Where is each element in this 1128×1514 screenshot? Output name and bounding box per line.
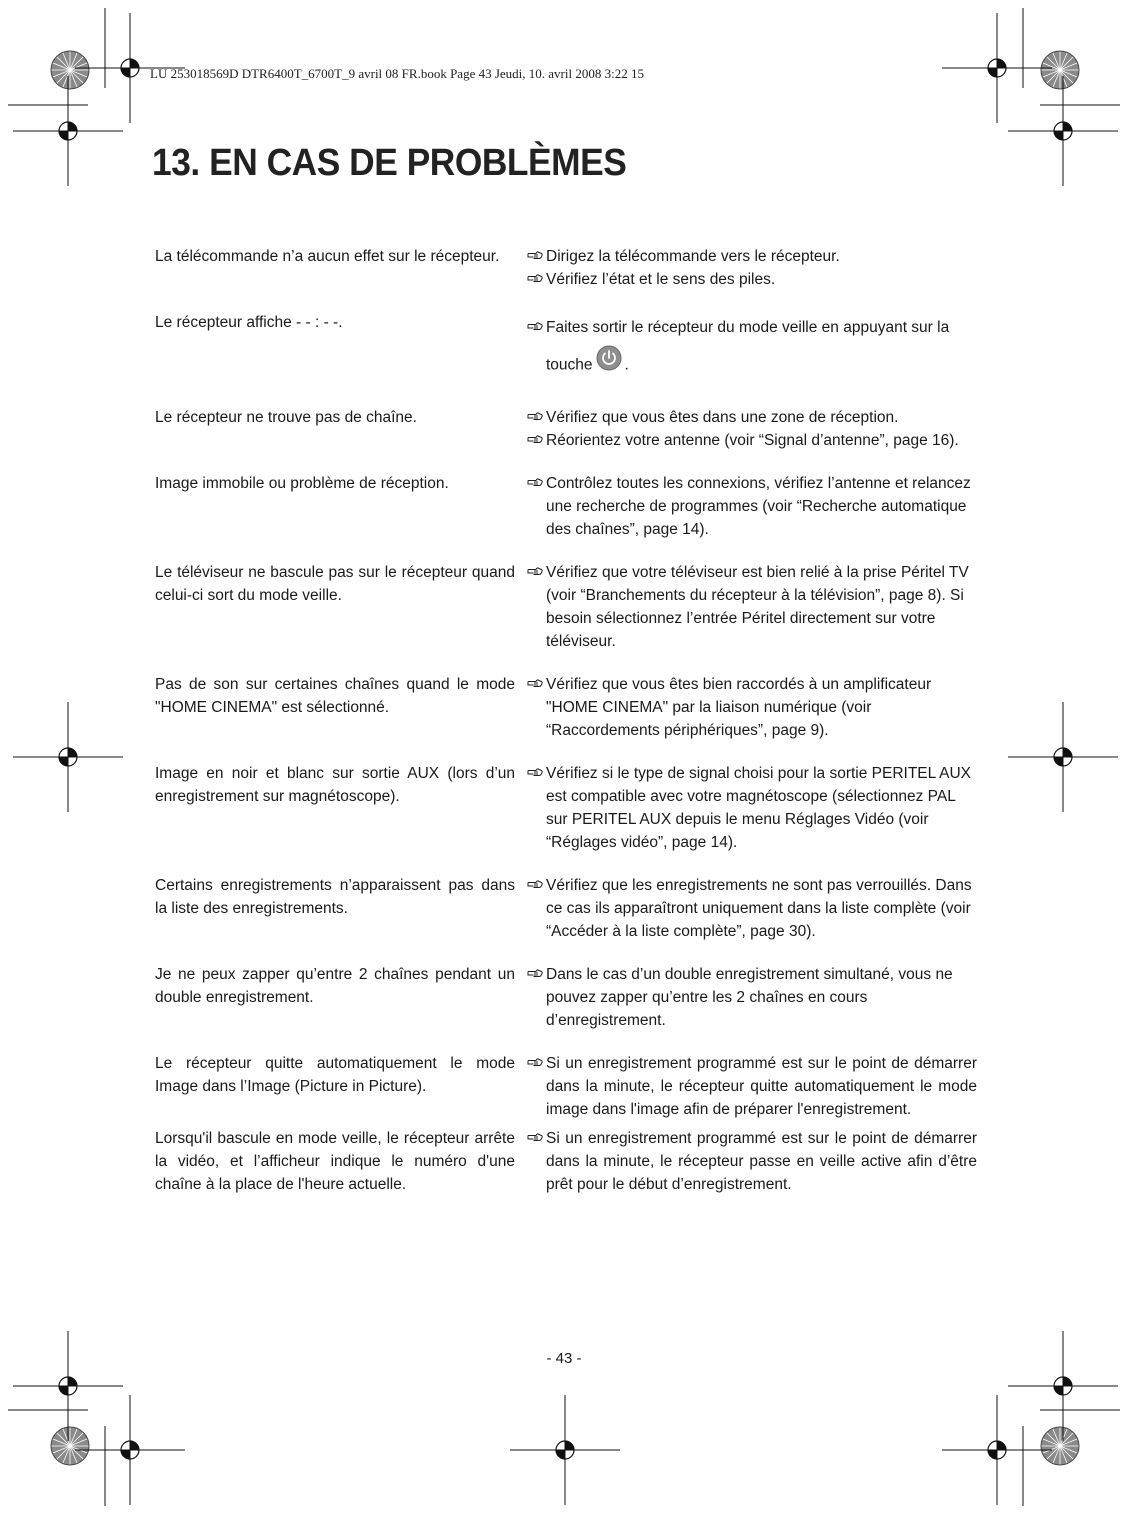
table-row <box>155 472 977 541</box>
problem-text: Image en noir et blanc sur sortie AUX (lors d’un enregistrement sur magnétoscope). <box>155 765 515 805</box>
solution-item <box>527 406 977 429</box>
problem-text: Pas de son sur certaines chaînes quand le mode "HOME CINEMA" est sélectionné. <box>155 676 515 716</box>
solution-list <box>527 311 977 386</box>
solution-text: Vérifiez si le type de signal choisi pour la sortie PERITEL AUX est compatible avec votre magnétoscope (sélectionnez PAL sur PERITEL AUX depuis le menu Réglages Vidéo (voir “Réglages vidéo”, page 14). <box>546 765 972 851</box>
pointing-hand-icon <box>527 874 546 943</box>
pointing-hand-icon <box>527 963 546 1032</box>
pointing-hand-icon <box>527 1052 546 1121</box>
solution-text: Si un enregistrement programmé est sur le point de démarrer dans la minute, le récepteur passe en veille active afin d’être prêt pour le début d’enregistrement. <box>546 1130 977 1193</box>
solution-item <box>527 1127 977 1196</box>
solution-list <box>527 874 977 943</box>
solution-item <box>527 762 977 854</box>
table-row <box>155 963 977 1032</box>
solution-text-suffix: . <box>624 356 629 374</box>
solution-text <box>546 311 977 386</box>
solution-list <box>527 963 977 1032</box>
problem-text: Image immobile ou problème de réception. <box>155 475 449 492</box>
solution-item <box>527 429 977 452</box>
problem-text: La télécommande n’a aucun effet sur le récepteur. <box>155 248 500 265</box>
table-row <box>155 311 977 386</box>
solution-item <box>527 268 977 291</box>
problem-text: Le téléviseur ne bascule pas sur le récepteur quand celui-ci sort du mode veille. <box>155 564 515 604</box>
table-row <box>155 406 977 452</box>
pointing-hand-icon <box>527 429 546 452</box>
solution-list <box>527 762 977 854</box>
solution-list <box>527 561 977 653</box>
solution-item <box>527 874 977 943</box>
problem-text: Certains enregistrements n’apparaissent pas dans la liste des enregistrements. <box>155 877 515 917</box>
pointing-hand-icon <box>527 311 546 386</box>
table-row <box>155 1127 977 1196</box>
solution-text: Vérifiez l’état et le sens des piles. <box>546 271 776 288</box>
solution-text: Dans le cas d’un double enregistrement simultané, vous ne pouvez zapper qu’entre les 2 chaînes en cours d’enregistrement. <box>546 966 953 1029</box>
solution-item <box>527 245 977 268</box>
solution-item <box>527 311 977 386</box>
pointing-hand-icon <box>527 472 546 541</box>
solution-text: Contrôlez toutes les connexions, vérifiez l’antenne et relancez une recherche de programmes (voir “Recherche automatique des chaînes”, page 14). <box>546 475 971 538</box>
table-row <box>155 561 977 653</box>
print-file-info: LU 253018569D DTR6400T_6700T_9 avril 08 FR.book Page 43 Jeudi, 10. avril 2008 3:22 15 <box>150 66 644 81</box>
table-row <box>155 874 977 943</box>
solution-text: Dirigez la télécommande vers le récepteur. <box>546 248 840 265</box>
solution-list <box>527 406 977 452</box>
solution-item <box>527 472 977 541</box>
solution-text: Vérifiez que vous êtes bien raccordés à un amplificateur "HOME CINEMA" par la liaison numérique (voir “Raccordements périphériques”, page 9). <box>546 676 932 739</box>
pointing-hand-icon <box>527 762 546 854</box>
power-button-icon <box>596 345 622 384</box>
solution-text-main: Faites sortir le récepteur du mode veille en appuyant sur la touche <box>546 319 950 374</box>
solution-text: Vérifiez que les enregistrements ne sont pas verrouillés. Dans ce cas ils apparaîtront uniquement dans la liste complète (voir “Accéder à la liste complète”, page 30). <box>546 877 972 940</box>
solution-text: Si un enregistrement programmé est sur le point de démarrer dans la minute, le récepteur quitte automatiquement le mode image dans l'image afin de préparer l'enregistrement. <box>546 1055 977 1118</box>
solution-item <box>527 561 977 653</box>
pointing-hand-icon <box>527 268 546 291</box>
problem-text: Lorsqu'il bascule en mode veille, le récepteur arrête la vidéo, et l’afficheur indique le numéro d'une chaîne à la place de l'heure actuelle. <box>155 1130 515 1193</box>
page-title: 13. EN CAS DE PROBLÈMES <box>152 142 627 184</box>
solution-item <box>527 673 977 742</box>
problem-text: Je ne peux zapper qu’entre 2 chaînes pendant un double enregistrement. <box>155 966 515 1006</box>
pointing-hand-icon <box>527 561 546 653</box>
pointing-hand-icon <box>527 406 546 429</box>
page-number: - 43 - <box>546 1350 582 1367</box>
problem-text: Le récepteur ne trouve pas de chaîne. <box>155 409 417 426</box>
solution-text: Réorientez votre antenne (voir “Signal d’antenne”, page 16). <box>546 432 959 449</box>
table-row <box>155 1052 977 1121</box>
solution-item <box>527 1052 977 1121</box>
table-row <box>155 673 977 742</box>
solution-list <box>527 1052 977 1121</box>
solution-text: Vérifiez que vous êtes dans une zone de réception. <box>546 409 899 426</box>
solution-text: Vérifiez que votre téléviseur est bien relié à la prise Péritel TV (voir “Branchements du récepteur à la télévision”, page 8). Si besoin sélectionnez l’entrée Péritel directement sur votre téléviseur. <box>546 564 969 650</box>
table-row <box>155 245 977 291</box>
table-row <box>155 762 977 854</box>
pointing-hand-icon <box>527 673 546 742</box>
solution-list <box>527 245 977 291</box>
problem-text: Le récepteur quitte automatiquement le mode Image dans l’Image (Picture in Picture). <box>155 1055 515 1095</box>
pointing-hand-icon <box>527 1127 546 1196</box>
troubleshooting-table <box>155 245 977 1216</box>
solution-list <box>527 673 977 742</box>
solution-list <box>527 472 977 541</box>
problem-text: Le récepteur affiche - - : - -. <box>155 314 343 331</box>
pointing-hand-icon <box>527 245 546 268</box>
solution-list <box>527 1127 977 1196</box>
solution-item <box>527 963 977 1032</box>
